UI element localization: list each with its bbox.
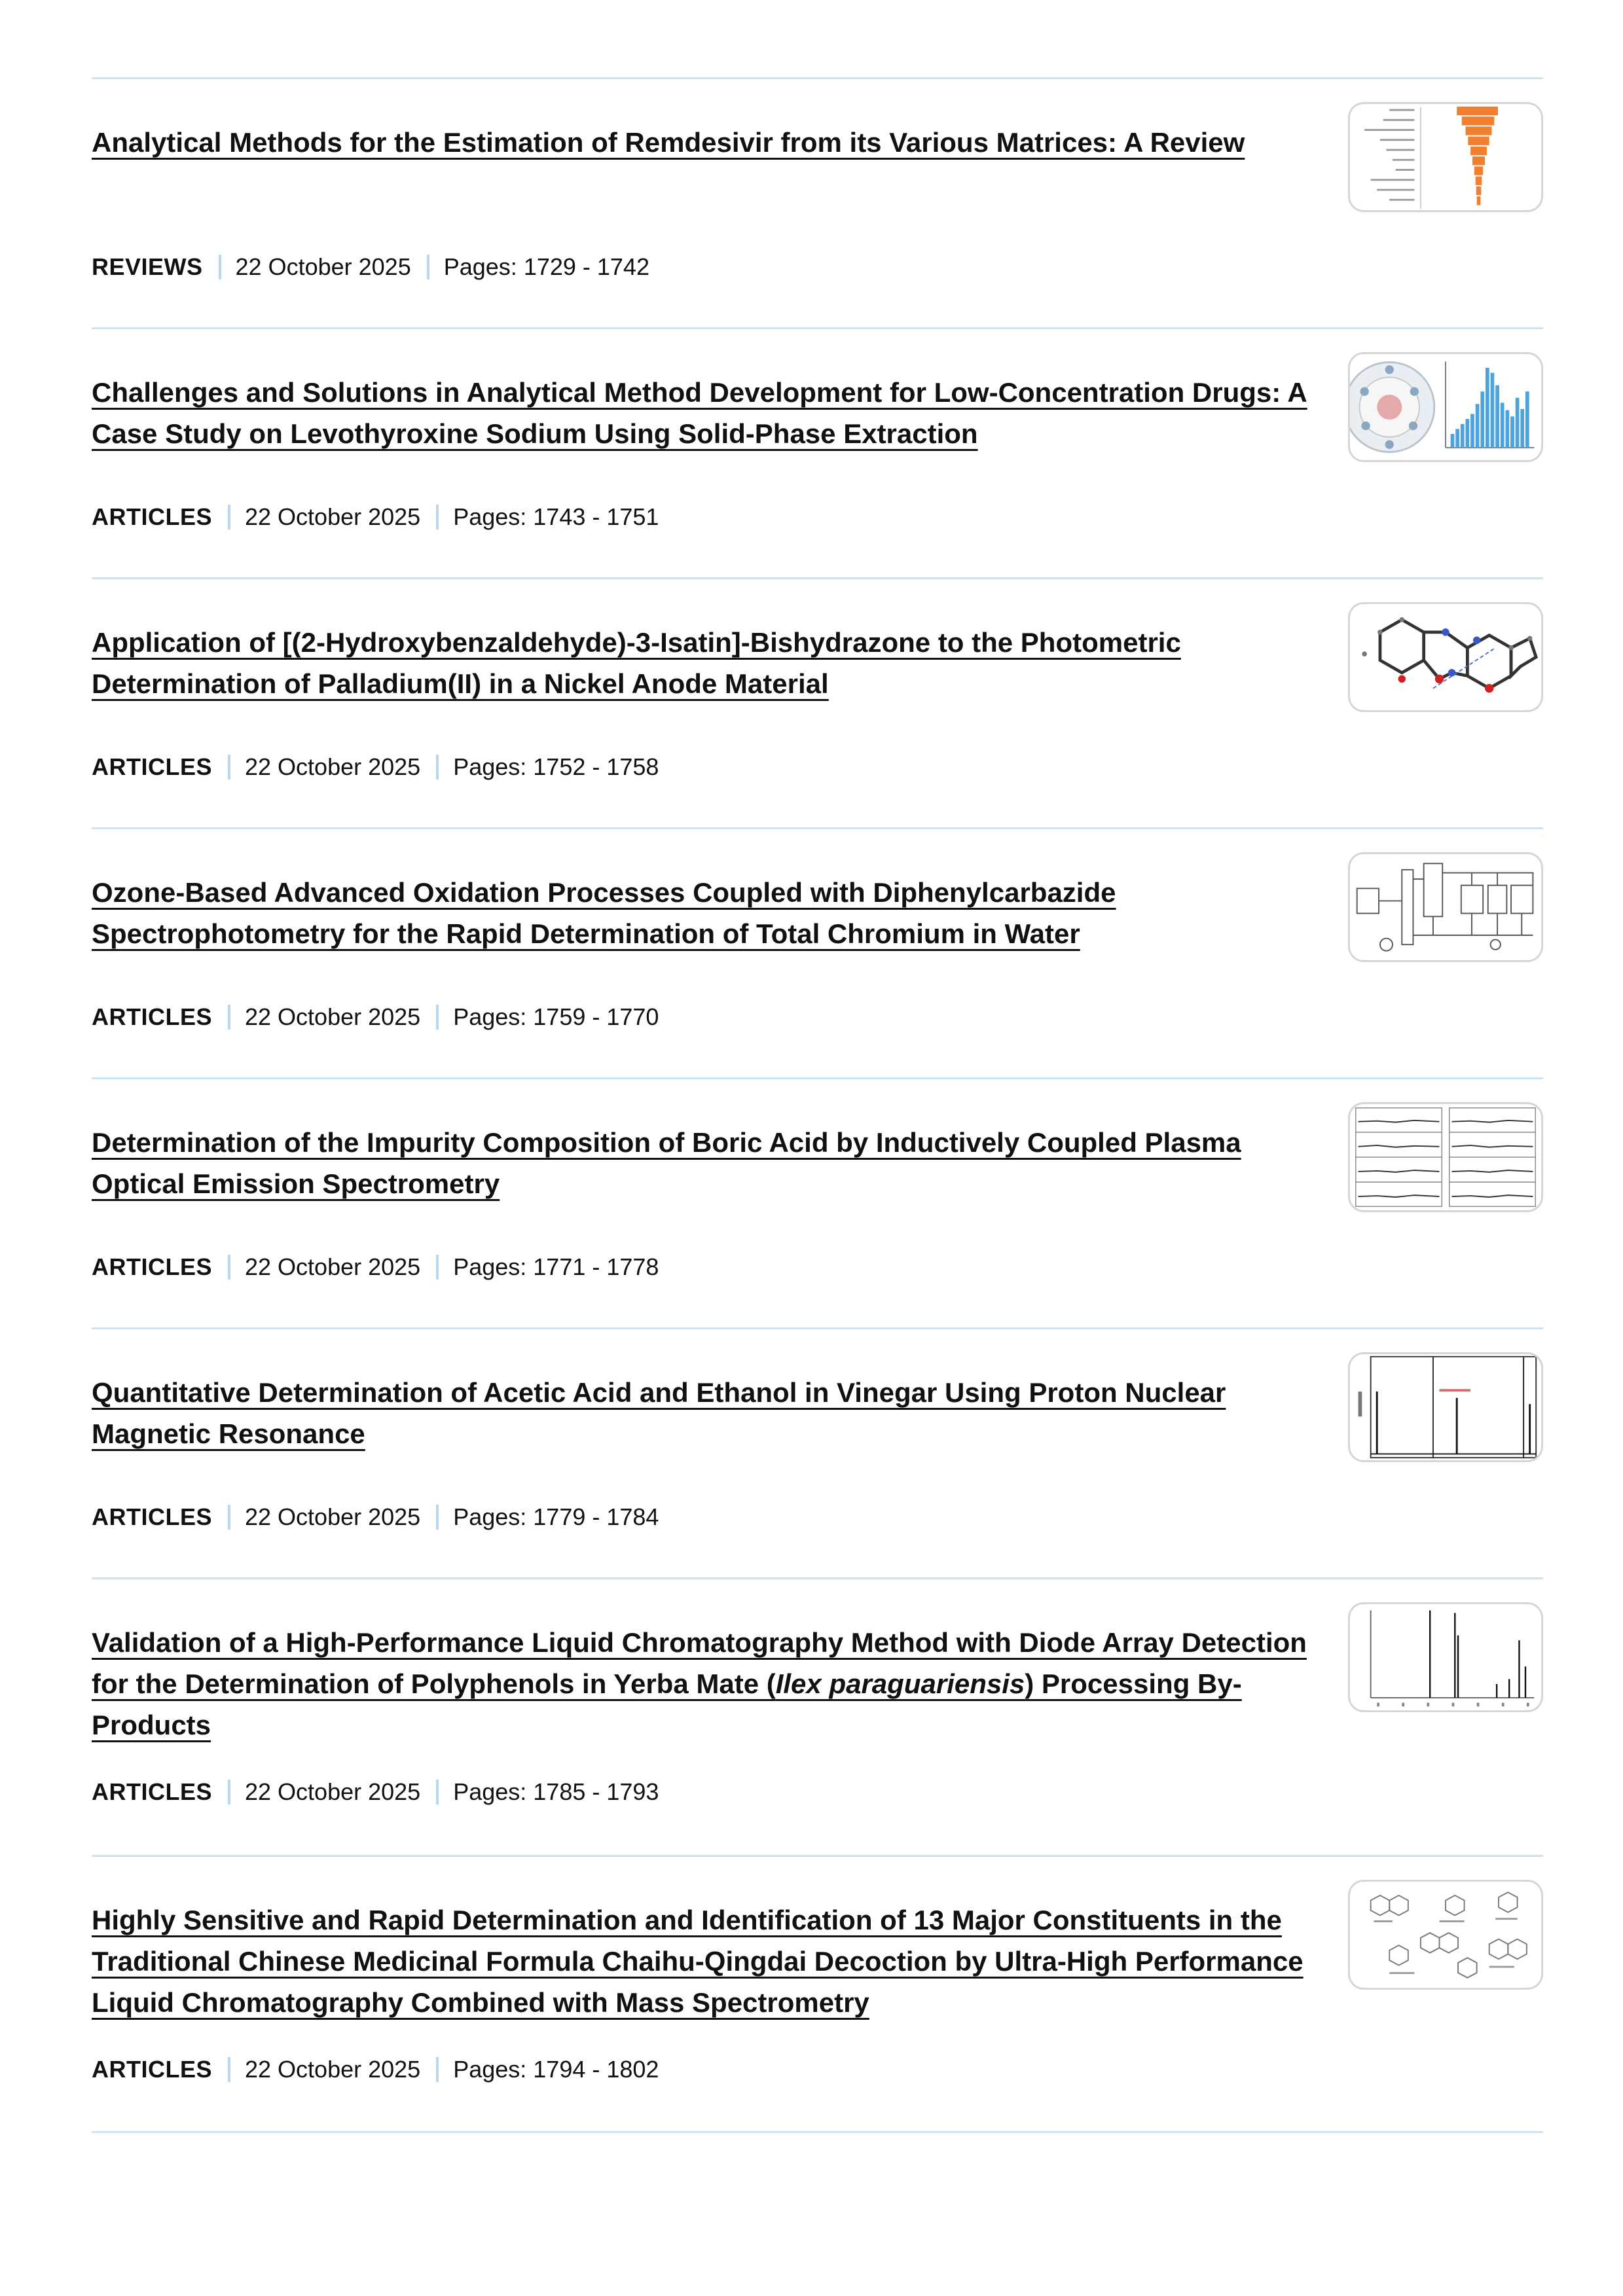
article-title — [92, 1622, 1322, 1746]
article-category: REVIEWS — [92, 253, 203, 280]
article-title-link[interactable]: Quantitative Determination of Acetic Acid and Ethanol in Vinegar Using Proton Nuclear Magnetic Resonance — [92, 1377, 1226, 1449]
article-meta — [92, 1254, 659, 1280]
molecular-structure-thumbnail[interactable] — [1348, 602, 1543, 712]
article-pages: Pages: 1752 - 1758 — [453, 753, 659, 780]
article-category: ARTICLES — [92, 2056, 212, 2083]
article-date: 22 October 2025 — [245, 753, 421, 780]
article-category: ARTICLES — [92, 1253, 212, 1280]
divider — [92, 1077, 1543, 1079]
article-date: 22 October 2025 — [245, 1253, 421, 1280]
article-title — [92, 622, 1322, 704]
chromatogram-thumbnail[interactable] — [1348, 1602, 1543, 1712]
article-title-link[interactable]: Analytical Methods for the Estimation of Remdesivir from its Various Matrices: A Review — [92, 127, 1245, 158]
article-category: ARTICLES — [92, 1503, 212, 1530]
article-title-link[interactable]: Application of [(2-Hydroxybenzaldehyde)-3-Isatin]-Bishydrazone to the Photometric Determination of Palladium(II) in a Nickel Anode Material — [92, 627, 1181, 699]
article-title-link[interactable] — [92, 1627, 1307, 1740]
article-meta — [92, 1504, 659, 1530]
circular-diagram-and-bar-chart-thumbnail[interactable] — [1348, 352, 1543, 462]
funnel-bar-chart-thumbnail[interactable] — [1348, 102, 1543, 212]
article-date: 22 October 2025 — [245, 503, 421, 530]
meta-separator — [228, 755, 230, 780]
meta-separator — [436, 1255, 439, 1280]
article-meta — [92, 2056, 659, 2083]
meta-separator — [228, 1005, 230, 1030]
divider — [92, 577, 1543, 579]
article-date: 22 October 2025 — [245, 1503, 421, 1530]
article-pages: Pages: 1729 - 1742 — [443, 253, 649, 280]
article-title-link[interactable]: Challenges and Solutions in Analytical Method Development for Low-Concentration Drugs: A Case Study on Levothyroxine Sodium Using Solid-Phase Extraction — [92, 377, 1307, 449]
article-title — [92, 1372, 1322, 1454]
title-text-after: ) Processing By-Products — [92, 1668, 1242, 1740]
article-category: ARTICLES — [92, 1003, 212, 1030]
meta-separator — [427, 255, 429, 279]
spectra-panels-thumbnail[interactable] — [1348, 1102, 1543, 1212]
article-pages: Pages: 1743 - 1751 — [453, 503, 659, 530]
meta-separator — [228, 505, 230, 529]
article-title — [92, 1122, 1322, 1204]
article-title-link[interactable]: Determination of the Impurity Composition of Boric Acid by Inductively Coupled Plasma Optical Emission Spectrometry — [92, 1127, 1241, 1199]
meta-separator — [436, 1780, 439, 1804]
meta-separator — [436, 1005, 439, 1030]
title-text-before: Validation of a High-Performance Liquid Chromatography Method with Diode Array Detection for the Determination of Polyphenols in Yerba Mate ( — [92, 1627, 1307, 1699]
divider — [92, 827, 1543, 829]
article-title — [92, 872, 1322, 954]
article-date: 22 October 2025 — [235, 253, 411, 280]
meta-separator — [436, 505, 439, 529]
article-date: 22 October 2025 — [245, 2056, 421, 2083]
article-date: 22 October 2025 — [245, 1003, 421, 1030]
meta-separator — [436, 1505, 439, 1530]
article-pages: Pages: 1759 - 1770 — [453, 1003, 659, 1030]
meta-separator — [436, 755, 439, 780]
article-pages: Pages: 1771 - 1778 — [453, 1253, 659, 1280]
meta-separator — [219, 255, 221, 279]
meta-separator — [228, 1255, 230, 1280]
article-title — [92, 122, 1322, 163]
divider — [92, 327, 1543, 329]
apparatus-schematic-thumbnail[interactable] — [1348, 852, 1543, 962]
article-title — [92, 372, 1322, 454]
meta-separator — [228, 2057, 230, 2082]
divider — [92, 2131, 1543, 2133]
article-meta — [92, 1004, 659, 1030]
article-title-link[interactable]: Ozone-Based Advanced Oxidation Processes Coupled with Diphenylcarbazide Spectrophotometry for the Rapid Determination of Total Chromium in Water — [92, 877, 1116, 949]
divider — [92, 1577, 1543, 1579]
article-category: ARTICLES — [92, 503, 212, 530]
article-category: ARTICLES — [92, 1778, 212, 1805]
meta-separator — [228, 1505, 230, 1530]
article-date: 22 October 2025 — [245, 1778, 421, 1805]
chemical-structures-thumbnail[interactable] — [1348, 1880, 1543, 1990]
article-pages: Pages: 1779 - 1784 — [453, 1503, 659, 1530]
article-pages: Pages: 1785 - 1793 — [453, 1778, 659, 1805]
article-meta — [92, 254, 649, 280]
article-title-link[interactable]: Highly Sensitive and Rapid Determination and Identification of 13 Major Constituents in the Traditional Chinese Medicinal Formula Chaihu-Qingdai Decoction by Ultra-High Performance Liquid Chromatography Combined with Mass Spectrometry — [92, 1905, 1304, 2018]
divider — [92, 1327, 1543, 1329]
meta-separator — [228, 1780, 230, 1804]
article-meta — [92, 754, 659, 780]
article-title — [92, 1899, 1322, 2023]
article-pages: Pages: 1794 - 1802 — [453, 2056, 659, 2083]
divider — [92, 1855, 1543, 1857]
article-meta — [92, 504, 659, 530]
divider — [92, 77, 1543, 79]
article-category: ARTICLES — [92, 753, 212, 780]
article-meta — [92, 1779, 659, 1805]
nmr-spectrum-thumbnail[interactable] — [1348, 1352, 1543, 1462]
title-species-name: Ilex paraguariensis — [775, 1668, 1025, 1699]
meta-separator — [436, 2057, 439, 2082]
